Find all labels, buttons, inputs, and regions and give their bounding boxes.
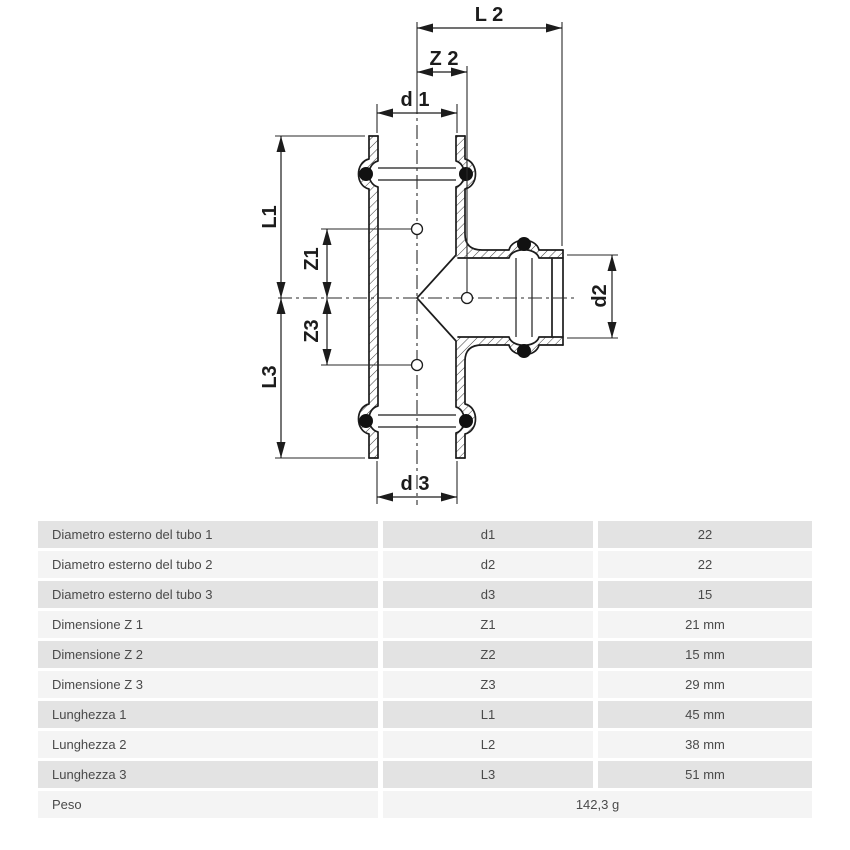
row-symbol: d1 bbox=[383, 521, 593, 548]
dim-label-z3: Z3 bbox=[301, 319, 323, 343]
row-value: 51 mm bbox=[598, 761, 812, 788]
dim-label-l3: L3 bbox=[259, 365, 281, 389]
table-row bbox=[38, 641, 812, 668]
table-row bbox=[38, 701, 812, 728]
table-row bbox=[38, 581, 812, 608]
row-value: 45 mm bbox=[598, 701, 812, 728]
row-value: 22 bbox=[598, 551, 812, 578]
row-label: Dimensione Z 2 bbox=[38, 641, 378, 668]
row-label: Diametro esterno del tubo 1 bbox=[38, 521, 378, 548]
dim-label-z2: Z 2 bbox=[429, 48, 459, 70]
dim-label-l2: L 2 bbox=[474, 4, 504, 26]
row-value: 142,3 g bbox=[383, 791, 812, 818]
row-label: Lunghezza 2 bbox=[38, 731, 378, 758]
row-symbol: L2 bbox=[383, 731, 593, 758]
row-value: 21 mm bbox=[598, 611, 812, 638]
dim-label-z1: Z1 bbox=[301, 247, 323, 271]
row-symbol: L1 bbox=[383, 701, 593, 728]
dim-label-d2: d2 bbox=[589, 284, 611, 308]
dim-label-l1: L1 bbox=[259, 205, 281, 229]
row-label: Peso bbox=[38, 791, 378, 818]
row-symbol: d2 bbox=[383, 551, 593, 578]
row-label: Lunghezza 3 bbox=[38, 761, 378, 788]
table-row-peso bbox=[38, 791, 812, 818]
center-lines bbox=[278, 100, 578, 505]
row-value: 22 bbox=[598, 521, 812, 548]
table-row bbox=[38, 551, 812, 578]
row-symbol: d3 bbox=[383, 581, 593, 608]
row-symbol: Z2 bbox=[383, 641, 593, 668]
row-value: 38 mm bbox=[598, 731, 812, 758]
row-symbol: Z1 bbox=[383, 611, 593, 638]
table-row bbox=[38, 761, 812, 788]
table-row bbox=[38, 521, 812, 548]
row-label: Lunghezza 1 bbox=[38, 701, 378, 728]
table-row bbox=[38, 671, 812, 698]
spec-table bbox=[38, 521, 812, 821]
row-symbol: Z3 bbox=[383, 671, 593, 698]
row-value: 29 mm bbox=[598, 671, 812, 698]
row-symbol: L3 bbox=[383, 761, 593, 788]
dim-label-d1: d 1 bbox=[400, 89, 430, 111]
row-label: Dimensione Z 3 bbox=[38, 671, 378, 698]
table-row bbox=[38, 731, 812, 758]
row-value: 15 mm bbox=[598, 641, 812, 668]
row-label: Dimensione Z 1 bbox=[38, 611, 378, 638]
row-label: Diametro esterno del tubo 2 bbox=[38, 551, 378, 578]
table-row bbox=[38, 611, 812, 638]
row-value: 15 bbox=[598, 581, 812, 608]
dim-label-d3: d 3 bbox=[400, 473, 430, 495]
row-label: Diametro esterno del tubo 3 bbox=[38, 581, 378, 608]
